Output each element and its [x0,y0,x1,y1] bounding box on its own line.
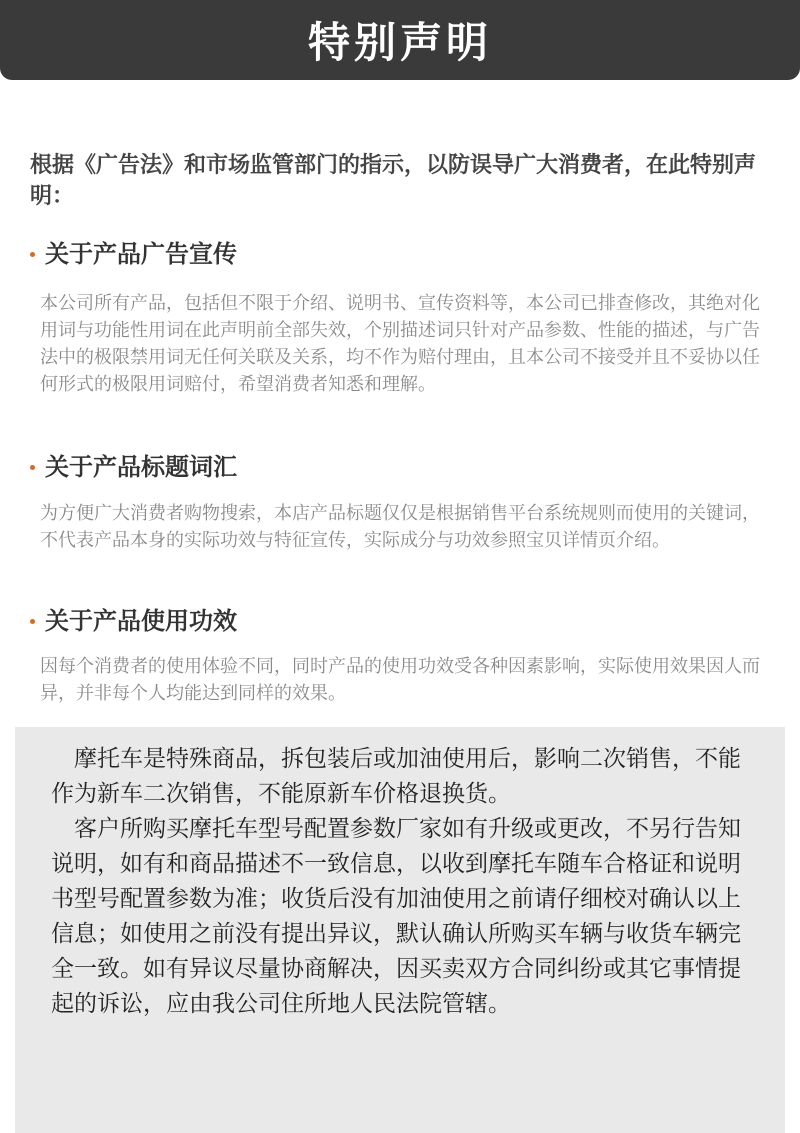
section-title-advertising [30,238,770,270]
section-title-text: 关于产品使用功效 [45,607,237,635]
section-title-text: 关于产品广告宣传 [45,240,237,268]
page-title: 特别声明 [307,18,492,67]
section-body-advertising: 本公司所有产品，包括但不限于介绍、说明书、宣传资料等，本公司已排查修改，其绝对化用词与功能性用词在此声明前全部失效，个别描述词只针对产品参数、性能的描述，与广告法中的极限禁用词无任何关联及关系，均不作为赔付理由，且本公司不接受并且不妥协以任何形式的极限用词赔付，希望消费者知悉和理解。 [40,293,760,395]
bullet-dot-icon [30,252,35,257]
notice-paragraph-return-policy: 摩托车是特殊商品，拆包装后或加油使用后，影响二次销售，不能作为新车二次销售，不能原新车价格退换货。 [51,746,741,807]
section-body-product-title: 为方便广大消费者购物搜索，本店产品标题仅仅是根据销售平台系统规则而使用的关键词，不代表产品本身的实际功效与特征宣传，实际成分与功效参照宝贝详情页介绍。 [40,503,760,551]
motorcycle-notice-box [15,727,785,1133]
bullet-dot-icon [30,619,35,624]
section-title-text: 关于产品标题词汇 [45,453,237,481]
bullet-dot-icon [30,465,35,470]
intro-statement: 根据《广告法》和市场监管部门的指示，以防误导广大消费者，在此特别声明： [30,153,757,209]
notice-paragraph-configuration: 客户所购买摩托车型号配置参数厂家如有升级或更改，不另行告知说明，如有和商品描述不一致信息，以收到摩托车随车合格证和说明书型号配置参数为准；收货后没有加油使用之前请仔细校对确认以上信息；如使用之前没有提出异议，默认确认所购买车辆与收货车辆完全一致。如有异议尽量协商解决，因买卖双方合同纠纷或其它事情提起的诉讼，应由我公司住所地人民法院管辖。 [51,816,741,1017]
section-body-efficacy: 因每个消费者的使用体验不同，同时产品的使用功效受各种因素影响，实际使用效果因人而异，并非每个人均能达到同样的效果。 [40,656,760,704]
section-title-efficacy [30,605,770,637]
section-title-product-title [30,451,770,483]
header-banner [0,0,800,80]
